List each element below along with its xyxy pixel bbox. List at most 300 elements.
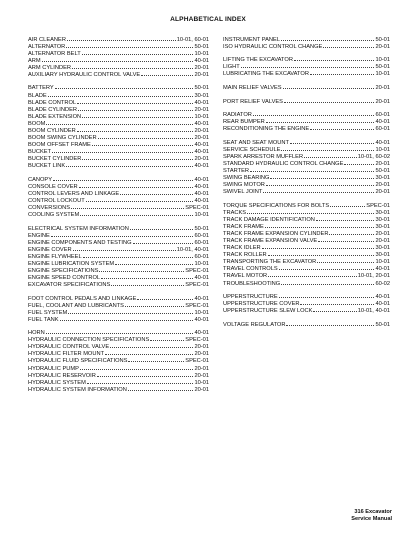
index-entry-page: 50-01 [375, 36, 390, 43]
index-entry-label: FUEL, COOLANT AND LUBRICANTS [28, 302, 124, 309]
index-entry-label: SWING MOTOR [223, 182, 265, 189]
index-entry-label: CONVERSIONS [28, 204, 71, 211]
index-entry [223, 118, 390, 125]
index-entry-label: BOOM CYLINDER [28, 127, 76, 134]
manual-footer [351, 509, 392, 523]
index-entry-page: 60-01 [375, 112, 390, 119]
index-entry-page: 50-01 [194, 85, 209, 92]
index-entry-page: 10-01 [375, 147, 390, 154]
index-entry-label: RADIATOR [223, 112, 252, 119]
index-entry-page: 10-01, 60-02 [357, 154, 390, 161]
dot-leader [284, 97, 375, 103]
index-entry [28, 112, 209, 119]
index-entry-label: BOOM [28, 120, 46, 127]
dot-leader [120, 189, 193, 195]
index-entry-label: SERVICE SCHEDULE [223, 147, 281, 154]
index-entry-label: HYDRAULIC SYSTEM [28, 379, 86, 386]
index-entry [28, 56, 209, 63]
index-group-left [28, 294, 209, 322]
index-entry-label: TRACK DAMAGE IDENTIFICATION [223, 217, 315, 224]
index-entry-page: 60-01 [375, 126, 390, 133]
index-entry-page: 20-01 [375, 189, 390, 196]
index-entry-page: 10-01 [194, 260, 209, 267]
index-entry-page: 40-01 [194, 316, 209, 323]
index-entry-label: CONSOLE COVER [28, 183, 78, 190]
index-entry-page: 30-01 [375, 217, 390, 224]
index-entry-page: 40-01 [375, 301, 390, 308]
index-group-left [28, 224, 209, 287]
index-entry-page: 50-01 [194, 225, 209, 232]
dot-leader [128, 385, 194, 391]
index-entry [28, 196, 209, 203]
index-group-right [223, 293, 390, 314]
index-entry-label: BUCKET [28, 148, 52, 155]
dot-leader [53, 175, 193, 181]
index-entry-page: 20-01 [194, 64, 209, 71]
index-entry [28, 147, 209, 154]
index-group-right [223, 201, 390, 286]
index-entry [223, 63, 390, 70]
index-entry [223, 167, 390, 174]
index-entry-label: HYDRAULIC RESERVOIR [28, 372, 96, 379]
dot-leader [128, 357, 184, 363]
index-group-right [223, 111, 390, 132]
index-entry-page: 10-01 [194, 50, 209, 57]
dot-leader [99, 266, 184, 272]
index-entry-label: CANOPY [28, 176, 53, 183]
dot-leader [330, 201, 365, 207]
index-entry [223, 279, 390, 286]
index-entry-page: 30-01 [375, 245, 390, 252]
dot-leader [66, 161, 193, 167]
index-entry-page: 60-01 [194, 253, 209, 260]
dot-leader [105, 350, 193, 356]
index-entry-label: STARTER [223, 168, 250, 175]
index-entry [223, 237, 390, 244]
index-entry [223, 230, 390, 237]
dot-leader [316, 216, 375, 222]
dot-leader [71, 203, 184, 209]
index-entry-label: BLADE [28, 92, 47, 99]
index-group-right [223, 97, 390, 104]
index-entry-label: ENGINE [28, 232, 50, 239]
index-entry-page: 20-01 [375, 231, 390, 238]
index-entry-label: INSTRUMENT PANEL [223, 36, 280, 43]
index-entry [28, 140, 209, 147]
dot-leader [66, 42, 193, 48]
index-entry-page: 30-01 [375, 175, 390, 182]
index-entry-page: 40-01 [194, 295, 209, 302]
dot-leader [86, 196, 194, 202]
index-entry [28, 133, 209, 140]
dot-leader [97, 371, 194, 377]
index-entry [28, 350, 209, 357]
index-entry [28, 259, 209, 266]
index-entry-page: 50-01 [375, 64, 390, 71]
index-entry-page: 10-01 [194, 211, 209, 218]
index-entry-label: SPARK ARRESTOR MUFFLER [223, 154, 304, 161]
index-entry-label: CONTROL LEVERS AND LINKAGE [28, 190, 120, 197]
index-group-left [28, 175, 209, 217]
index-entry-page: 20-01 [194, 344, 209, 351]
dot-leader [51, 231, 194, 237]
index-entry [223, 160, 390, 167]
index-entry-label: HYDRAULIC CONTROL VALVE [28, 344, 110, 351]
index-entry-page: 40-01 [194, 99, 209, 106]
index-entry [28, 371, 209, 378]
index-entry [223, 244, 390, 251]
index-column-left [28, 35, 209, 399]
index-entry-label: TRACKS [223, 210, 247, 217]
dot-leader [82, 154, 193, 160]
dot-leader [318, 237, 374, 243]
index-entry [28, 154, 209, 161]
index-entry-label: LUBRICATING THE EXCAVATOR [223, 71, 309, 78]
index-entry-page: 40-01 [194, 148, 209, 155]
dot-leader [262, 244, 375, 250]
index-group-right [223, 83, 390, 90]
dot-leader [101, 273, 193, 279]
index-entry-label: TORQUE SPECIFICATIONS FOR BOLTS [223, 203, 330, 209]
index-entry [28, 385, 209, 392]
index-entry [223, 188, 390, 195]
index-entry-label: LIFTING THE EXCAVATOR [223, 57, 293, 64]
index-entry-label: TRACK FRAME [223, 224, 264, 231]
index-group-right [223, 138, 390, 194]
index-entry [28, 182, 209, 189]
index-entry-page: 10-01, 40-01 [357, 308, 390, 315]
index-entry-label: TRACK FRAME EXPANSION CYLINDER [223, 231, 329, 238]
index-entry [223, 201, 390, 208]
dot-leader [150, 336, 184, 342]
index-entry-label: HYDRAULIC FLUID SPECIFICATIONS [28, 358, 128, 365]
index-entry-page: 20-01 [194, 106, 209, 113]
dot-leader [80, 210, 193, 216]
dot-leader [304, 153, 357, 159]
dot-leader [281, 145, 374, 151]
dot-leader [290, 138, 375, 144]
index-group-left [28, 84, 209, 169]
index-entry [223, 83, 390, 90]
index-entry-label: COOLING SYSTEM [28, 211, 80, 218]
index-entry [223, 181, 390, 188]
index-entry [223, 174, 390, 181]
dot-leader [92, 140, 194, 146]
index-entry-label: BUCKET CYLINDER [28, 155, 82, 162]
index-entry [28, 119, 209, 126]
dot-leader [281, 35, 374, 41]
index-entry-label: STANDARD HYDRAULIC CONTROL CHANGE [223, 161, 344, 168]
index-group-right [223, 320, 390, 327]
index-entry-label: ENGINE FLYWHEEL [28, 253, 82, 260]
index-entry [223, 265, 390, 272]
index-entry-page: SPEC-01 [366, 203, 390, 209]
dot-leader [268, 272, 357, 278]
index-entry-label: RECONDITIONING THE ENGINE [223, 126, 310, 133]
dot-leader [241, 63, 375, 69]
page-title: ALPHABETICAL INDEX [170, 16, 246, 23]
index-entry [223, 138, 390, 145]
dot-leader [294, 56, 375, 62]
dot-leader [48, 91, 194, 97]
dot-leader [137, 294, 193, 300]
index-entry-page: 40-01 [194, 330, 209, 337]
index-entry-page: 20-01 [375, 161, 390, 168]
index-entry-label: FOOT CONTROL PEDALS AND LINKAGE [28, 295, 137, 302]
index-entry-label: ENGINE COMPONENTS AND TESTING [28, 239, 132, 246]
dot-leader [78, 105, 193, 111]
index-entry-label: ENGINE COVER [28, 246, 72, 253]
index-entry-page: 10-01 [375, 57, 390, 64]
dot-leader [268, 251, 375, 257]
index-entry-page: SPEC-01 [185, 267, 209, 274]
dot-leader [317, 258, 374, 264]
dot-leader [247, 208, 374, 214]
dot-leader [83, 252, 194, 258]
index-entry-page: 40-01 [375, 140, 390, 147]
index-entry-page: 20-01 [375, 238, 390, 245]
dot-leader [52, 147, 193, 153]
dot-leader [283, 83, 375, 89]
index-entry-label: HYDRAULIC SYSTEM INFORMATION [28, 386, 127, 393]
index-entry-label: UPPERSTRUCTURE [223, 294, 278, 301]
index-entry-label: EXCAVATOR SPECIFICATIONS [28, 281, 111, 288]
index-group-right [223, 35, 390, 49]
index-entry-label: CONTROL LOCKOUT [28, 197, 85, 204]
index-entry-page: 60-01 [194, 239, 209, 246]
index-entry-label: VOLTAGE REGULATOR [223, 321, 286, 328]
index-entry [28, 273, 209, 280]
index-entry-page: 50-01 [375, 168, 390, 175]
index-entry [28, 42, 209, 49]
index-entry-label: TROUBLESHOOTING [223, 280, 281, 287]
dot-leader [82, 112, 193, 118]
index-entry [28, 280, 209, 287]
index-entry [28, 126, 209, 133]
index-entry [28, 49, 209, 56]
index-entry [28, 35, 209, 42]
dot-leader [80, 364, 194, 370]
dot-leader [115, 259, 193, 265]
dot-leader [270, 174, 374, 180]
index-entry [28, 301, 209, 308]
index-entry [223, 111, 390, 118]
dot-leader [77, 98, 193, 104]
index-entry-page: 20-01 [194, 351, 209, 358]
index-entry [28, 378, 209, 385]
dot-leader [250, 167, 374, 173]
index-entry-label: SWIVEL JOINT [223, 189, 263, 196]
index-entry-label: ENGINE SPEED CONTROL [28, 274, 101, 281]
index-entry-label: HYDRAULIC FILTER MOUNT [28, 351, 105, 358]
index-entry [28, 63, 209, 70]
index-entry-page: 20-01 [375, 43, 390, 50]
dot-leader [265, 223, 375, 229]
index-entry [28, 224, 209, 231]
index-entry [28, 105, 209, 112]
index-entry-page: SPEC-01 [185, 204, 209, 211]
index-entry-page: 40-01 [375, 294, 390, 301]
index-entry-page: 40-01 [194, 57, 209, 64]
index-entry-label: BOOM OFFSET FRAME [28, 141, 91, 148]
index-entry-page: 40-01 [194, 141, 209, 148]
index-entry [28, 315, 209, 322]
index-entry [223, 300, 390, 307]
index-entry [223, 320, 390, 327]
index-entry-page: 10-01 [194, 309, 209, 316]
index-entry-page: SPEC-01 [185, 302, 209, 309]
index-entry-page: 20-01 [194, 134, 209, 141]
index-entry [28, 336, 209, 343]
index-entry-page: 60-02 [375, 280, 390, 287]
index-entry-label: SWING BEARING [223, 175, 270, 182]
index-entry [223, 307, 390, 314]
index-group-left [28, 35, 209, 77]
index-entry [223, 216, 390, 223]
dot-leader [60, 315, 194, 321]
index-entry-label: AUXILIARY HYDRAULIC CONTROL VALVE [28, 71, 141, 78]
dot-leader [77, 126, 194, 132]
dot-leader [82, 49, 194, 55]
dot-leader [310, 70, 374, 76]
index-entry-page: 30-01 [375, 224, 390, 231]
index-entry [223, 258, 390, 265]
index-entry-page: 20-01 [194, 127, 209, 134]
index-entry-label: BUCKET LINK [28, 162, 66, 169]
index-entry-label: TRACK ROLLER [223, 252, 267, 259]
dot-leader [42, 56, 194, 62]
index-entry [28, 252, 209, 259]
index-entry [223, 125, 390, 132]
dot-leader [279, 265, 375, 271]
index-entry-label: BATTERY [28, 85, 54, 92]
index-entry [28, 364, 209, 371]
index-entry [28, 203, 209, 210]
index-entry-page: 20-01 [194, 155, 209, 162]
index-entry-page: 20-01 [375, 98, 390, 105]
index-entry [28, 91, 209, 98]
dot-leader [281, 279, 374, 285]
dot-leader [46, 119, 193, 125]
index-entry-label: TRANSPORTING THE EXCAVATOR [223, 259, 317, 266]
dot-leader [46, 329, 194, 335]
index-entry-page: SPEC-01 [185, 281, 209, 288]
index-entry [28, 294, 209, 301]
index-entry-page: SPEC-01 [185, 358, 209, 365]
dot-leader [313, 307, 356, 313]
index-entry-page: 40-01 [194, 190, 209, 197]
dot-leader [110, 343, 193, 349]
index-entry-page: 30-01 [194, 92, 209, 99]
dot-leader [141, 70, 193, 76]
index-entry [223, 35, 390, 42]
index-entry [223, 272, 390, 279]
index-entry-label: UPPERSTRUCTURE SLEW LOCK [223, 308, 313, 315]
dot-leader [253, 111, 375, 117]
index-entry-label: HYDRAULIC PUMP [28, 365, 79, 372]
dot-leader [130, 224, 194, 230]
dot-leader [98, 133, 194, 139]
index-group-right [223, 56, 390, 77]
index-entry [28, 161, 209, 168]
dot-leader [125, 301, 184, 307]
index-entry [28, 231, 209, 238]
dot-leader [73, 245, 176, 251]
index-column-right [223, 35, 390, 334]
footer-model: 316 Excavator [354, 509, 392, 515]
index-entry-label: HORN [28, 330, 45, 337]
index-entry [28, 329, 209, 336]
index-entry [223, 251, 390, 258]
index-entry-page: 10-01, 40-01 [176, 246, 209, 253]
index-entry-page: 50-01 [375, 321, 390, 328]
index-entry-label: REAR BUMPER [223, 119, 265, 126]
index-entry-page: 40-01 [194, 183, 209, 190]
index-entry [223, 223, 390, 230]
index-entry [28, 84, 209, 91]
dot-leader [55, 84, 194, 90]
index-entry-page: 10-01, 20-01 [357, 273, 390, 280]
index-entry-label: FUEL TANK [28, 316, 59, 323]
index-entry-label: BOOM SWING CYLINDER [28, 134, 97, 141]
index-entry-label: AIR CLEANER [28, 36, 66, 43]
index-entry [223, 70, 390, 77]
index-entry-page: 40-01 [375, 119, 390, 126]
dot-leader [133, 238, 194, 244]
index-entry-label: TRACK IDLER [223, 245, 261, 252]
dot-leader [310, 125, 374, 131]
index-entry-page: 20-01 [194, 365, 209, 372]
footer-manual-title: Service Manual [351, 516, 392, 522]
index-entry-label: ARM CYLINDER [28, 64, 71, 71]
index-entry-page: 40-01 [375, 266, 390, 273]
index-entry [223, 42, 390, 49]
index-entry-label: ARM [28, 57, 41, 64]
dot-leader [344, 160, 374, 166]
index-entry-page: 20-01 [194, 372, 209, 379]
index-entry-page: 40-01 [194, 274, 209, 281]
dot-leader [266, 118, 375, 124]
index-entry-label: ALTERNATOR [28, 43, 66, 50]
index-entry-page: 40-01 [194, 120, 209, 127]
index-entry-label: LIGHT [223, 64, 240, 71]
index-entry-label: ELECTRICAL SYSTEM INFORMATION [28, 225, 129, 232]
index-entry-page: 60-01 [194, 232, 209, 239]
index-entry-label: TRAVEL MOTOR [223, 273, 268, 280]
dot-leader [300, 300, 374, 306]
index-entry-page: 20-01 [194, 386, 209, 393]
dot-leader [286, 320, 374, 326]
index-entry-page: 10-01 [375, 259, 390, 266]
index-entry-page: 30-01 [375, 252, 390, 259]
index-entry-label: ENGINE SPECIFICATIONS [28, 267, 99, 274]
index-entry-label: MAIN RELIEF VALVES [223, 85, 282, 92]
dot-leader [111, 280, 184, 286]
index-entry [28, 308, 209, 315]
dot-leader [279, 293, 375, 299]
index-entry-label: SEAT AND SEAT MOUNT [223, 140, 289, 147]
dot-leader [329, 230, 374, 236]
index-entry [28, 70, 209, 77]
index-entry [223, 153, 390, 160]
dot-leader [72, 63, 193, 69]
dot-leader [87, 378, 194, 384]
dot-leader [263, 188, 374, 194]
index-entry-label: ISO HYDRAULIC CONTROL CHANGE [223, 43, 323, 50]
index-entry-page: 50-01 [194, 43, 209, 50]
index-entry [28, 343, 209, 350]
index-entry-page: 40-01 [194, 162, 209, 169]
